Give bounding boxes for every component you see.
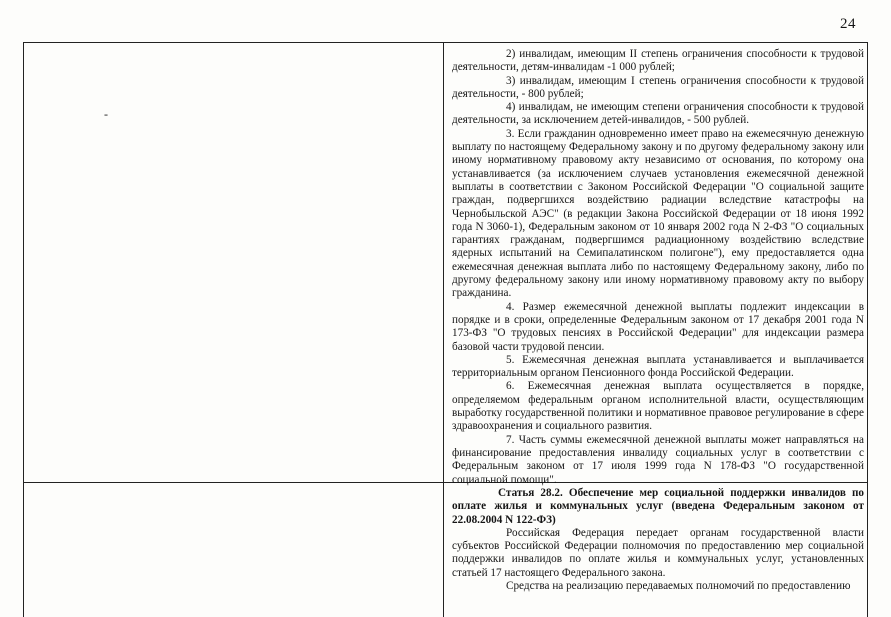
top-right-cell [452, 48, 864, 487]
left-column-dash: - [104, 107, 108, 121]
page-number: 24 [840, 16, 856, 32]
paragraph-clause-3: 3. Если гражданин одновременно имеет право на ежемесячную денежную выплату по настоящему Федеральному закону и по другому федеральному закону или иному нормативному правовому акту независимо от основания, по которому она устанавливается (за исключением случаев установления ежемесячной денежной выплаты в соответствии с Законом Российской Федерации "О социальной защите граждан, подвергшихся воздействию радиации вследствие катастрофы на Чернобыльской АЭС" (в редакции Закона Российской Федерации от 18 июня 1992 года N 3060-1), Федеральным законом от 10 января 2002 года N 2-ФЗ "О социальных гарантиях гражданам, подвергшимся радиационному воздействию вследствие ядерных испытаний на Семипалатинском полигоне"), ему предоставляется одна ежемесячная денежная выплата либо по настоящему Федеральному закону, либо по другому федеральному закону или иному нормативному правовому акту по выбору гражданина. [452, 127, 864, 300]
paragraph-clause-4: 4. Размер ежемесячной денежной выплаты подлежит индексации в порядке и в сроки, определенные Федеральным законом от 17 декабря 2001 года N 173-ФЗ "О трудовых пенсиях в Российской Федерации" для индексации размера базовой части трудовой пенсии. [452, 300, 864, 353]
paragraph-item-2: 2) инвалидам, имеющим II степень ограничения способности к трудовой деятельности, детям-инвалидам -1 000 рублей; [452, 48, 864, 74]
paragraph-item-4: 4) инвалидам, не имеющим степени ограничения способности к трудовой деятельности, за исключением детей-инвалидов, - 500 рублей. [452, 101, 864, 127]
paragraph-clause-5: 5. Ежемесячная денежная выплата устанавливается и выплачивается территориальным органом Пенсионного фонда Российской Федерации. [452, 353, 864, 380]
article-title: Статья 28.2. Обеспечение мер социальной поддержки инвалидов по оплате жилья и коммунальных услуг (введена Федеральным законом от 22.08.2004 N 122-ФЗ) [452, 487, 864, 526]
paragraph-item-3: 3) инвалидам, имеющим I степень ограничения способности к трудовой деятельности, - 800 рублей; [452, 74, 864, 100]
article-paragraph-1: Российская Федерация передает органам государственной власти субъектов Российской Федерации полномочия по предоставлению мер социальной поддержки инвалидов по оплате жилья и коммунальных услуг, установленных статьей 17 настоящего Федерального закона. [452, 526, 864, 579]
paragraph-clause-6: 6. Ежемесячная денежная выплата осуществляется в порядке, определяемом федеральным органом исполнительной власти, осуществляющим выработку государственной политики и нормативное правовое регулирование в сфере здравоохранения и социального развития. [452, 380, 864, 433]
article-paragraph-2: Средства на реализацию передаваемых полномочий по предоставлению [506, 580, 851, 593]
document-table [23, 42, 868, 617]
column-divider [443, 43, 444, 617]
paragraph-clause-7: 7. Часть суммы ежемесячной денежной выплаты может направляться на финансирование предоставления инвалиду социальных услуг в соответствии с Федеральным законом от 17 июля 1999 года N 178-ФЗ "О государственной социальной помощи". [452, 433, 864, 486]
bottom-right-cell [452, 487, 864, 593]
